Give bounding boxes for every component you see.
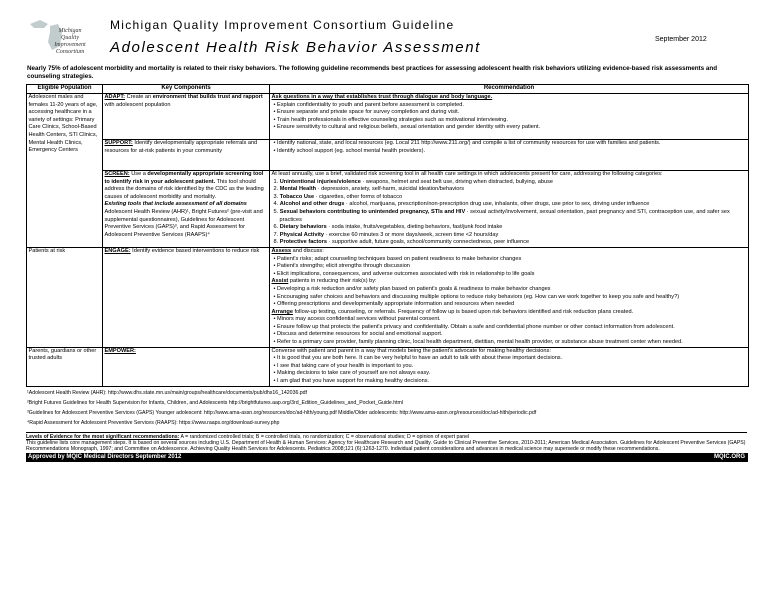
screen-text: This tool should address the domains of risk identified by the CDC as the leading causes of adolescent morbidity and mortality. — [104, 178, 264, 200]
engage-label: ENGAGE: — [104, 247, 131, 254]
assess-label: Assess — [271, 247, 292, 254]
key-component-support — [103, 140, 270, 171]
category-item — [272, 239, 747, 247]
arrange-text: follow-up testing, counseling, or referrals. Frequency of follow up is based upon risk behaviors identified and risk reduction plans created. — [292, 308, 634, 315]
assess-text: and discuss: — [291, 247, 324, 254]
category-label: Protective factors — [279, 239, 327, 246]
table-row — [27, 140, 749, 171]
screen-tools-header: Existing tools that include assessment of all domains — [104, 201, 247, 208]
adapt-text: and rapport — [230, 94, 263, 100]
category-number: 3. — [273, 193, 279, 200]
arrange-label: Arrange — [271, 308, 293, 315]
document-date: September 2012 — [655, 36, 707, 43]
list-item: • Ensure sensitivity to cultural and religious beliefs, sexual orientation and gender identity with every patient. — [273, 124, 541, 131]
site-link[interactable]: MQIC.ORG — [714, 454, 745, 460]
list-item: • Ensure follow up that protects the patient's privacy and confidentiality. Obtain a safe and confidential phone number or other contact information from adolescent. — [273, 323, 675, 330]
screen-bold: developmentally appropriate screening tool to identify risk in your adolescent patient. — [104, 171, 264, 185]
category-text: · depression, anxiety, self-harm, suicidal ideation/behaviors — [316, 186, 465, 193]
screen-intro: At least annually, use a brief, validated risk screening tool in all health care settings in which adolescents present for care, addressing the following categories: — [271, 171, 663, 177]
category-item — [272, 201, 747, 209]
category-number: 4. — [273, 201, 279, 208]
intro-paragraph: Nearly 75% of adolescent morbidity and mortality is related to their risky behaviors. The following guideline recommends best practices for assessing adolescent health risk behaviors utilizing evidence-based risk assessments and counseling strategies. — [27, 65, 718, 80]
key-component-screen — [103, 171, 270, 248]
guideline-table — [26, 84, 749, 387]
evidence-label: Levels of Evidence for the most significant recommendations: — [26, 434, 180, 440]
adapt-bold: environment that builds trust — [152, 94, 231, 100]
category-item — [272, 186, 747, 194]
key-component-adapt — [103, 94, 270, 140]
recommendation-empower — [270, 347, 749, 386]
screen-label: SCREEN: — [104, 171, 130, 177]
adapt-text: Create an — [125, 94, 153, 100]
category-label: Tobacco Use — [279, 193, 315, 200]
adapt-text: with adolescent population — [104, 101, 171, 108]
list-item: • Discuss and determine resources for social and emotional support. — [273, 331, 443, 338]
references — [27, 390, 747, 430]
column-header: Eligible Population — [27, 85, 103, 94]
list-item: • It is good that you are both here. It can be very helpful to have an adult to talk with about these important decisions. — [273, 355, 563, 362]
population-cell: Parents, guardians or other trusted adults — [27, 347, 103, 386]
support-label: SUPPORT: — [104, 140, 133, 146]
evidence-sources: This guideline lists core management steps. It is based on several sources including U.S. Department of Health & Human Services: Agency for Healthcare Research and Quality. Guide to Clinical Preventive Services, 2010-2011; American Medical Association. Guidelines for Adolescent Preventive Services (GAPS) Recommendations Monograph, 1997; and Committee on Adolescence. Achieving Quality Health Services for Adolescents. Pediatrics 2008;121 (6):1263-1270. Individual patient considerations and advances in medical science may supersede or modify these recommendations. — [26, 440, 746, 452]
support-text: Identify developmentally appropriate referrals and resources for at-risk patients in your community — [104, 140, 258, 154]
category-label: Alcohol and other drugs — [279, 201, 345, 208]
document-title: Adolescent Health Risk Behavior Assessment — [110, 39, 481, 56]
recommendation-screen — [270, 171, 749, 248]
ask-header: Ask questions in a way that establishes trust through dialogue and body language. — [271, 94, 493, 100]
category-number: 6. — [273, 224, 279, 231]
recommendation-adapt — [270, 94, 749, 140]
category-label: Dietary behaviors — [279, 224, 327, 231]
population-cell: Patients at risk — [27, 247, 103, 347]
list-item: • Identify national, state, and local resources (eg. Local 211 http://www.211.org/) and compile a list of community resources for use with families and patients. — [273, 140, 661, 146]
empower-label: EMPOWER: — [104, 347, 136, 354]
reference-item: ⁴Rapid Assessment for Adolescent Preventive Services (RAAPS): https://www.raaps.org/download-survey.php — [27, 420, 280, 426]
table-row — [27, 171, 749, 248]
category-number: 2. — [273, 186, 279, 193]
category-text: · weapons, helmet and seat belt use, driving when distracted, bullying, abuse — [360, 178, 554, 185]
column-header: Key Components — [103, 85, 270, 94]
page-header — [0, 0, 768, 64]
mqic-logo — [26, 18, 106, 58]
list-item: • Identify school support (eg. school mental health providers). — [273, 147, 426, 154]
list-item: • Elicit implications, consequences, and adverse outcomes associated with risk in relationship to life goals — [273, 270, 535, 277]
evidence-text: A = randomized controlled trials; B = controlled trials, no randomization; C = observational studies; D = opinion of expert panel — [179, 434, 470, 440]
category-label: Mental Health — [279, 186, 317, 193]
table-row — [27, 247, 749, 347]
reference-item: ¹Adolescent Health Review (AHR): http://www.dhs.state.mn.us/main/groups/healthcare/documents/pub/dhs16_142036.pdf — [27, 390, 307, 396]
list-item: • Developing a risk reduction and/or safety plan based on patient's goals & readiness to make behavior changes — [273, 285, 551, 292]
assist-label: Assist — [271, 278, 289, 285]
category-item — [272, 232, 747, 240]
category-text: · alcohol, marijuana, prescription/non-prescription drug use, inhalants, other drugs, use prior to sex, driving under influence — [344, 201, 650, 208]
category-text: · sexual activity/involvement, sexual orientation, past pregnancy and STI, contraception use, and safer sex practices — [279, 208, 730, 223]
category-text: · supportive adult, future goals, school/community connectedness, peer influence — [327, 239, 530, 246]
screen-text: Use a — [129, 171, 148, 177]
category-label: Physical Activity — [279, 231, 324, 238]
list-item: • I see that taking care of your health is important to you. — [273, 362, 414, 369]
evidence-section — [26, 432, 747, 452]
category-text: · exercise 60 minutes 3 or more days/week, screen time <2 hours/day — [324, 231, 499, 238]
category-item — [272, 209, 747, 224]
category-text: · cigarettes, other forms of tobacco — [314, 193, 403, 200]
logo-text-line: Improvement — [54, 42, 86, 48]
list-item: • Ensure separate and private space for survey completion and during visit. — [273, 109, 460, 116]
list-item: • Encouraging safer choices and behaviors and discussing multiple options to reduce risky behaviors (eg. How can we work together to keep you safe and healthy?) — [273, 293, 680, 300]
adapt-label: ADAPT: — [104, 94, 126, 100]
assist-text: patients in reducing their risk(s) by: — [288, 278, 377, 285]
category-label: Unintentional injuries/violence — [279, 178, 361, 185]
category-number: 8. — [273, 239, 279, 246]
reference-item: ³Guidelines for Adolescent Preventive Services (GAPS) Younger adolescent: http://www.ama-assn.org/resources/doc/ad-hlth/young.pdf Middle/Older adolescents: http://www.ama-assn.org/resources/doc/ad-hlth/periodic.pdf — [27, 410, 537, 416]
list-item: • Train health professionals in effective counseling strategies such as motivational interviewing. — [273, 116, 508, 123]
list-item: • Patient's risks; adapt counseling techniques based on patient readiness to make behavior changes — [273, 255, 522, 262]
recommendation-support — [270, 140, 749, 171]
list-item: • Minors may access confidential services without parental consent. — [273, 316, 441, 323]
category-item — [272, 224, 747, 232]
list-item: • Refer to a primary care provider, family planning clinic, local health department, dietitian, mental health provider, or substance abuse treatment center when needed. — [273, 339, 683, 346]
category-text: · soda intake, fruits/vegetables, dieting behaviors, fast/junk food intake — [326, 224, 503, 231]
logo-text-line: Michigan — [58, 28, 82, 34]
key-component-empower — [103, 347, 270, 386]
table-row — [27, 94, 749, 140]
list-item: • Offering prescriptions and developmentally appropriate information and resources when needed — [273, 301, 515, 308]
approval-bar — [26, 453, 748, 462]
category-label: Sexual behaviors contributing to unintended pregnancy, STIs and HIV — [279, 208, 466, 215]
engage-text: Identify evidence based interventions to reduce risk — [130, 247, 260, 254]
screen-tools: Adolescent Health Review (AHR)¹, Bright Futures² (pre-visit and supplemental questionnaires), Guidelines for Adolescent Preventive Services (GAPS)³, and Rapid Assessment for Adolescent Preventive Services (RAAPS)⁴ — [104, 208, 263, 238]
column-header: Recommendation — [270, 85, 749, 94]
category-number: 1. — [273, 178, 279, 185]
list-item: • I am glad that you have support for making healthy decisions. — [273, 378, 430, 385]
population-cell: Adolescent males and females 11-20 years of age, accessing healthcare in a variety of settings: Primary Care Clinics, School-Based Health Centers, STI Clinics, Mental Health Clinics, Emergency Centers — [27, 94, 103, 248]
reference-item: ²Bright Futures Guidelines for Health Supervision for Infants, Children, and Adolescents http://brightfutures.aap.org/3rd_Edition_Guidelines_and_Pocket_Guide.html — [27, 400, 404, 406]
recommendation-engage — [270, 247, 749, 347]
logo-text-line: Consortium — [55, 49, 85, 55]
logo-text-line: Quality — [61, 35, 79, 41]
category-item — [272, 194, 747, 202]
category-item — [272, 179, 747, 187]
table-row — [27, 347, 749, 386]
key-component-engage — [103, 247, 270, 347]
category-number: 5. — [273, 208, 279, 215]
approval-text: Approved by MQIC Medical Directors September 2012 — [28, 454, 182, 460]
category-number: 7. — [273, 231, 279, 238]
list-item: • Making decisions to take care of yourself are not always easy. — [273, 370, 431, 377]
list-item: • Explain confidentiality to youth and parent before assessment is completed. — [273, 101, 464, 108]
list-item: • Patient's strengths; elicit strengths through discussion — [273, 263, 410, 270]
table-header-row — [27, 85, 749, 94]
organization-title: Michigan Quality Improvement Consortium Guideline — [110, 18, 455, 32]
empower-intro: Converse with patient and parent in a way that models being the patient's advocate for making healthy decisions: — [271, 347, 551, 354]
